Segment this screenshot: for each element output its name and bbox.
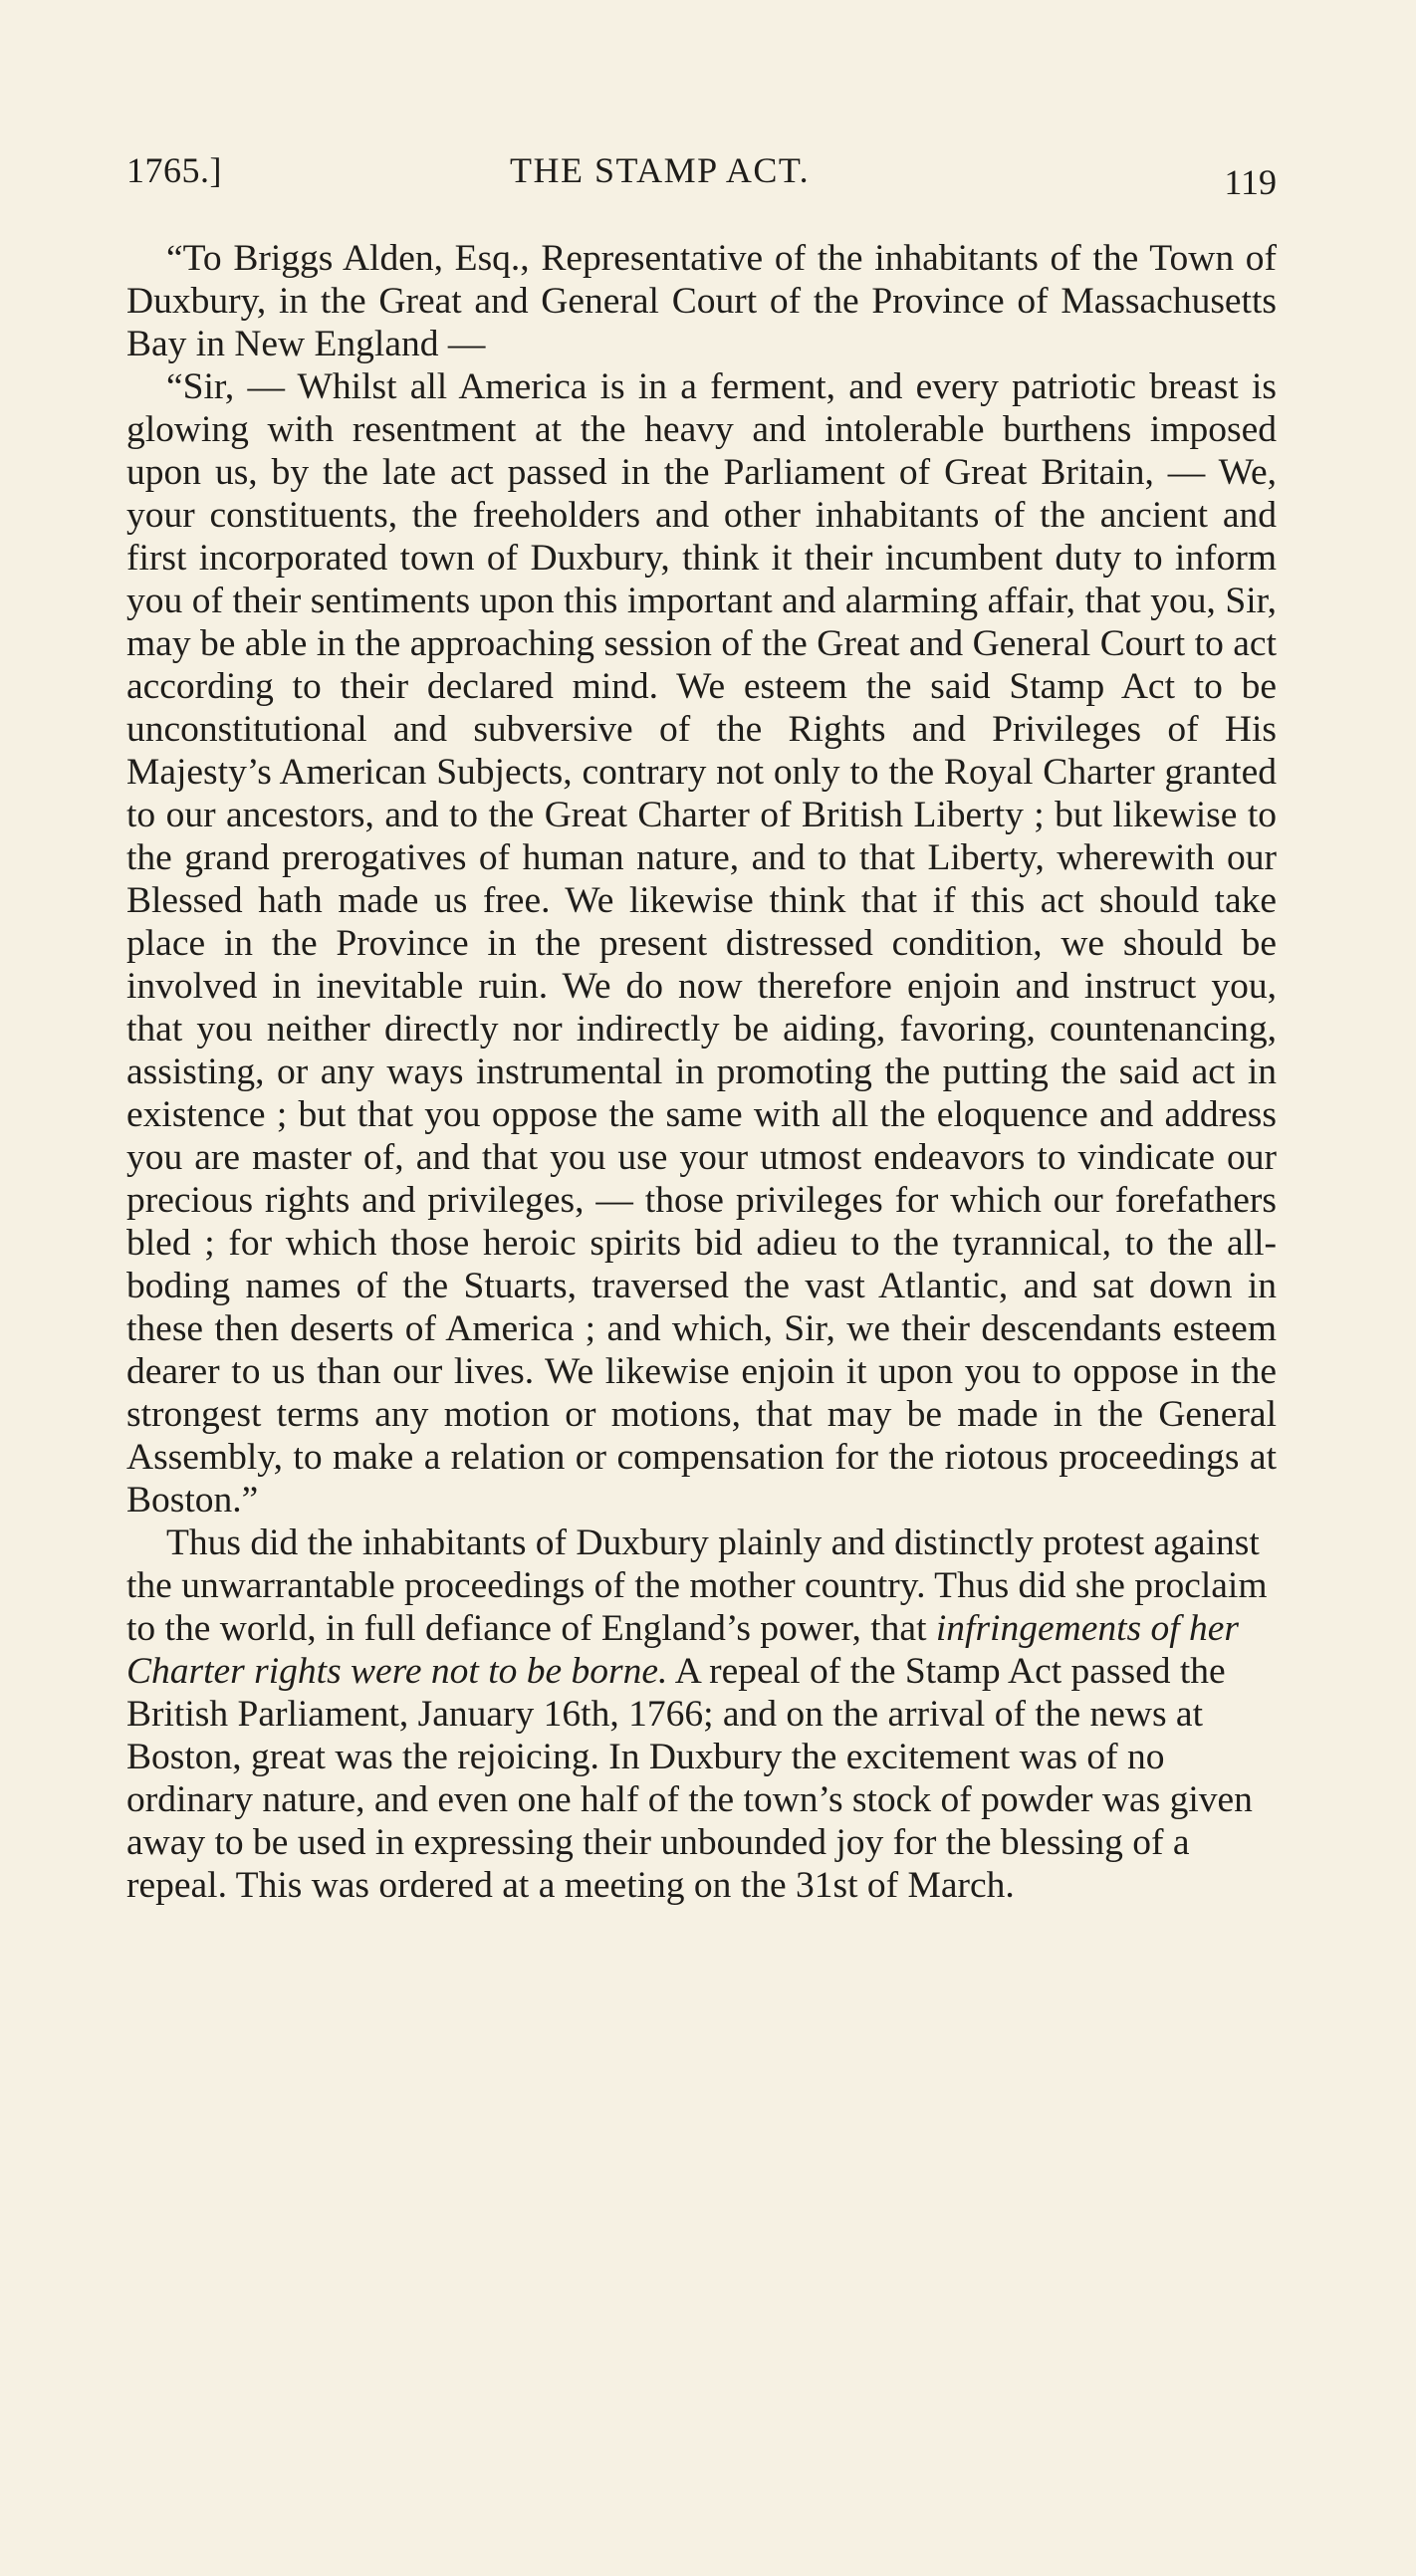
header-year: 1765.] <box>126 150 222 190</box>
running-title: THE STAMP ACT. <box>510 150 811 190</box>
italic-quotation: infringements of her Charter rights were not to be borne. <box>126 1608 1240 1692</box>
conclusion-text-end: A repeal of the Stamp Act passed the British Parliament, January 16th, 1766; and on the arrival of the news at Boston, great was the rejoicing. In Duxbury the excitement was of no ordinary nature, and even one half of the town’s stock of powder was given away to be used in expressing their unbounded joy for the blessing of a repeal. This was ordered at a meeting on the 31st of March. <box>126 1651 1253 1906</box>
salutation-paragraph: “To Briggs Alden, Esq., Representative of the inhabitants of the Town of Duxbury, in the Great and General Court of the Province of Massachusetts Bay in New England — <box>126 238 1277 364</box>
running-header <box>126 149 1277 209</box>
body-text <box>126 237 1277 1907</box>
conclusion-text-start: Thus did the inhabitants of Duxbury plainly and distinctly protest against the unwarrantable proceedings of the mother country. Thus did she proclaim to the world, in full defiance of England’s power, that <box>126 1522 1268 1649</box>
page-number: 119 <box>1224 162 1277 202</box>
conclusion-paragraph <box>126 1522 1277 1907</box>
instructions-paragraph: “Sir, — Whilst all America is in a ferment, and every patriotic breast is glowing with resentment at the heavy and intolerable burthens imposed upon us, by the late act passed in the Parliament of Great Britain, — We, your constituents, the freeholders and other inhabitants of the ancient and first incorporated town of Duxbury, think it their incumbent duty to inform you of their sentiments upon this important and alarming affair, that you, Sir, may be able in the approaching session of the Great and General Court to act according to their declared mind. We esteem the said Stamp Act to be unconstitutional and subversive of the Rights and Privileges of His Majesty’s American Subjects, contrary not only to the Royal Charter granted to our ancestors, and to the Great Charter of British Liberty ; but likewise to the grand prerogatives of human nature, and to that Liberty, wherewith our Blessed hath made us free. We likewise think that if this act should take place in the Province in the present distressed condition, we should be involved in inevitable ruin. We do now therefore enjoin and instruct you, that you neither directly nor indirectly be aiding, favoring, countenancing, assisting, or any ways instrumental in promoting the putting the said act in existence ; but that you oppose the same with all the eloquence and address you are master of, and that you use your utmost endeavors to vindicate our precious rights and privileges, — those privileges for which our forefathers bled ; for which those heroic spirits bid adieu to the tyrannical, to the all-boding names of the Stuarts, traversed the vast Atlantic, and sat down in these then deserts of America ; and which, Sir, we their descendants esteem dearer to us than our lives. We likewise enjoin it upon you to oppose in the strongest terms any motion or motions, that may be made in the General Assembly, to make a relation or compensation for the riotous proceedings at Boston.” <box>126 366 1277 1521</box>
